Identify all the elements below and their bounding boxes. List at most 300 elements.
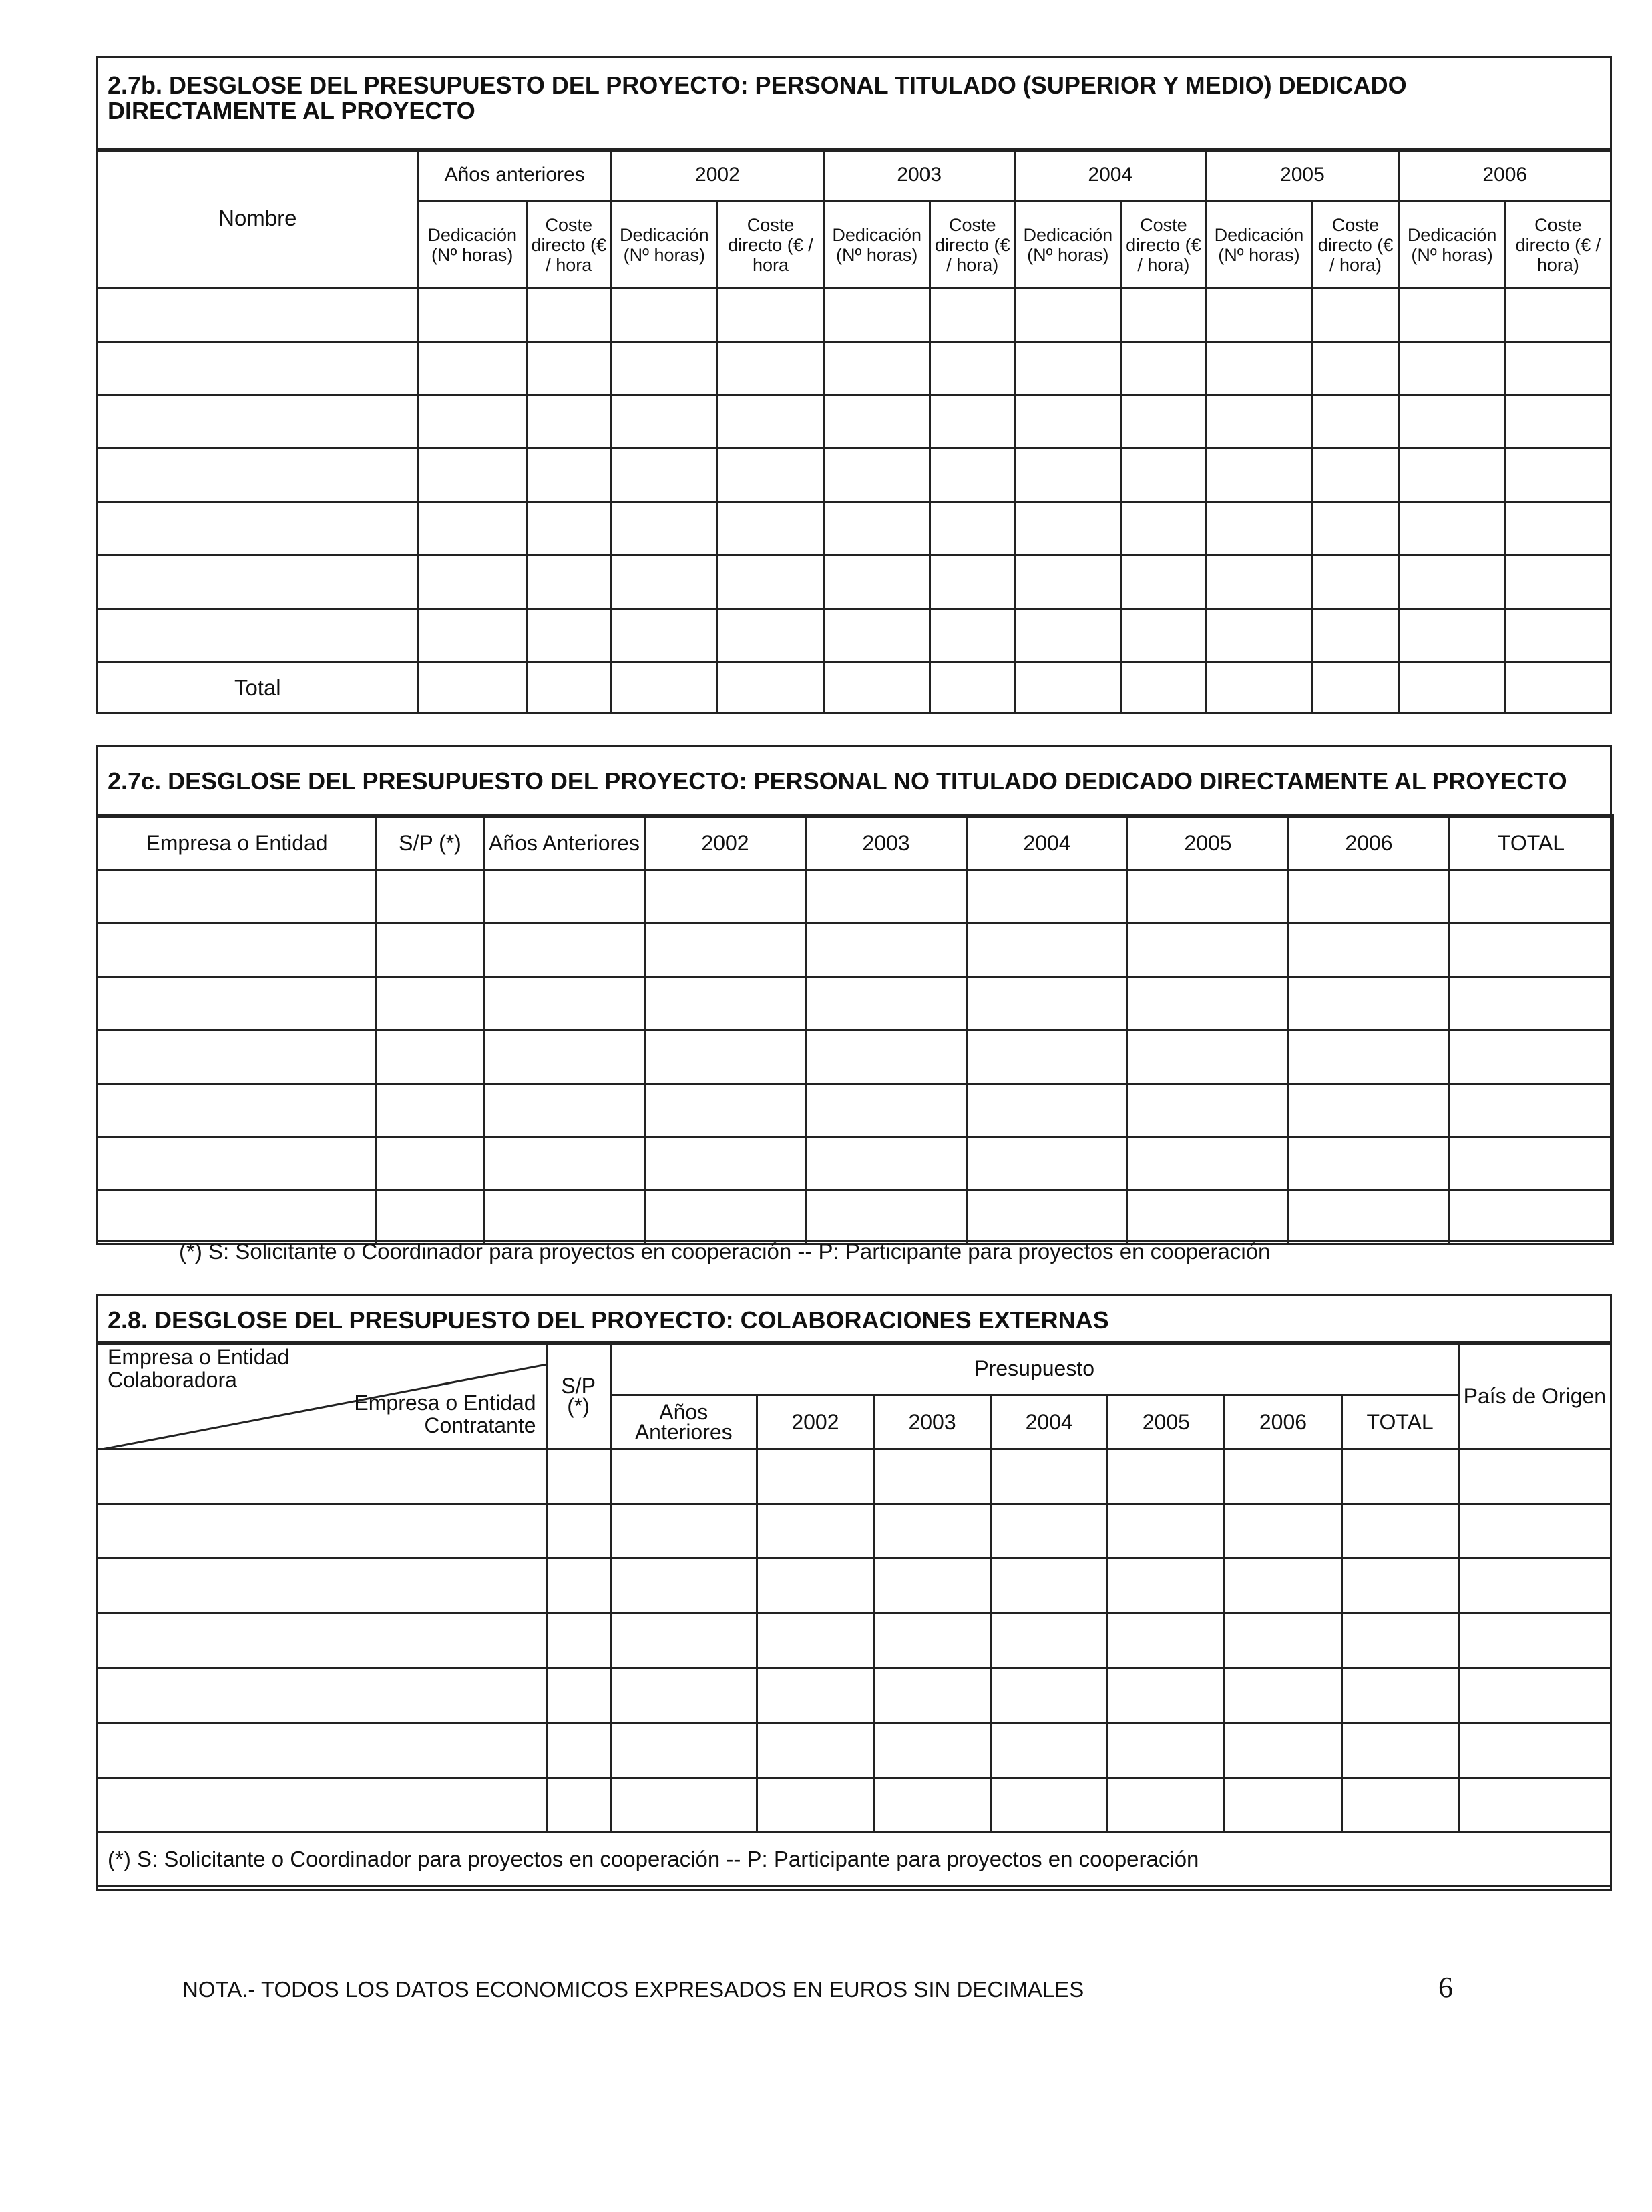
input-cell[interactable]: [484, 1191, 645, 1244]
input-cell[interactable]: [1341, 1668, 1458, 1723]
input-cell[interactable]: [1121, 609, 1206, 663]
input-cell[interactable]: [1108, 1559, 1225, 1614]
input-cell[interactable]: [546, 1778, 610, 1833]
input-cell[interactable]: [1341, 1559, 1458, 1614]
input-cell[interactable]: [967, 1031, 1128, 1084]
input-cell[interactable]: [1399, 502, 1505, 556]
footnote-2-7c: (*) S: Solicitante o Coordinador para proyectos en cooperación -- P: Participante para proyectos en cooperación: [179, 1239, 1271, 1264]
table-2-8: [96, 1341, 1612, 1887]
input-cell[interactable]: [97, 1031, 377, 1084]
footnote-2-8: (*) S: Solicitante o Coordinador para proyectos en cooperación -- P: Participante para proyectos en cooperación: [97, 1833, 1611, 1887]
input-cell[interactable]: [546, 1668, 610, 1723]
input-cell[interactable]: [824, 449, 930, 502]
input-cell[interactable]: [418, 395, 526, 449]
input-cell[interactable]: [1341, 1614, 1458, 1668]
input-cell[interactable]: [967, 870, 1128, 924]
input-cell[interactable]: [1121, 449, 1206, 502]
input-cell[interactable]: [97, 609, 419, 663]
input-cell[interactable]: [1458, 1559, 1611, 1614]
input-cell[interactable]: [717, 556, 823, 609]
table-row: [97, 1031, 1613, 1084]
input-cell[interactable]: [1015, 449, 1121, 502]
input-cell[interactable]: [1505, 556, 1611, 609]
input-cell[interactable]: [1108, 1668, 1225, 1723]
sub-coste: Coste directo (€ / hora): [930, 202, 1015, 289]
input-cell[interactable]: [546, 1559, 610, 1614]
input-cell[interactable]: [97, 1449, 547, 1504]
input-cell[interactable]: [611, 342, 717, 395]
input-cell[interactable]: [1289, 977, 1450, 1031]
input-cell[interactable]: [611, 289, 717, 342]
input-cell[interactable]: [930, 556, 1015, 609]
input-cell[interactable]: [484, 1031, 645, 1084]
title-line-2: DIRECTAMENTE AL PROYECTO: [108, 97, 475, 124]
input-cell[interactable]: [806, 1084, 967, 1137]
input-cell[interactable]: [967, 977, 1128, 1031]
input-cell[interactable]: [1206, 609, 1312, 663]
input-cell[interactable]: [645, 1137, 806, 1191]
input-cell[interactable]: [991, 1449, 1108, 1504]
input-cell[interactable]: [546, 1449, 610, 1504]
input-cell[interactable]: [610, 1668, 757, 1723]
header-year: 2002: [645, 815, 806, 870]
input-cell[interactable]: [1128, 924, 1289, 977]
table-row: [97, 1504, 1611, 1559]
input-cell[interactable]: [1128, 1191, 1289, 1244]
table-row: [97, 1191, 1613, 1244]
input-cell[interactable]: [1015, 395, 1121, 449]
budget-header: 2003: [873, 1395, 990, 1449]
input-cell[interactable]: [418, 663, 526, 713]
input-cell[interactable]: [484, 870, 645, 924]
input-cell[interactable]: [1289, 1084, 1450, 1137]
input-cell[interactable]: [1399, 663, 1505, 713]
input-cell[interactable]: [1399, 342, 1505, 395]
input-cell[interactable]: [645, 924, 806, 977]
input-cell[interactable]: [97, 1137, 377, 1191]
budget-header: 2004: [991, 1395, 1108, 1449]
input-cell[interactable]: [1312, 289, 1399, 342]
input-cell[interactable]: [1206, 502, 1312, 556]
input-cell[interactable]: [1289, 1191, 1450, 1244]
input-cell[interactable]: [1225, 1778, 1341, 1833]
input-cell[interactable]: [1399, 449, 1505, 502]
input-cell[interactable]: [611, 395, 717, 449]
budget-header: 2002: [757, 1395, 873, 1449]
input-cell[interactable]: [757, 1668, 873, 1723]
input-cell[interactable]: [645, 1191, 806, 1244]
input-cell[interactable]: [546, 1614, 610, 1668]
input-cell[interactable]: [97, 924, 377, 977]
input-cell[interactable]: [97, 395, 419, 449]
input-cell[interactable]: [930, 342, 1015, 395]
header-colaboradora: Empresa o Entidad Colaboradora: [108, 1345, 290, 1392]
input-cell[interactable]: [526, 663, 611, 713]
input-cell[interactable]: [97, 1614, 547, 1668]
header-contratante: Empresa o Entidad Contratante: [354, 1391, 536, 1437]
input-cell[interactable]: [1015, 342, 1121, 395]
input-cell[interactable]: [1121, 395, 1206, 449]
header-anios: Años Anteriores: [484, 815, 645, 870]
input-cell[interactable]: [1505, 449, 1611, 502]
input-cell[interactable]: [1458, 1668, 1611, 1723]
input-cell[interactable]: [1399, 609, 1505, 663]
input-cell[interactable]: [717, 663, 823, 713]
input-cell[interactable]: [1450, 870, 1613, 924]
input-cell[interactable]: [1312, 449, 1399, 502]
input-cell[interactable]: [1505, 395, 1611, 449]
budget-header: 2005: [1108, 1395, 1225, 1449]
table-row: [97, 1778, 1611, 1833]
input-cell[interactable]: [930, 395, 1015, 449]
input-cell[interactable]: [967, 1137, 1128, 1191]
period-header: 2006: [1399, 149, 1611, 202]
period-header: 2003: [824, 149, 1015, 202]
input-cell[interactable]: [97, 1778, 547, 1833]
section-2-7b: [96, 56, 1612, 714]
input-cell[interactable]: [1312, 342, 1399, 395]
input-cell[interactable]: [1108, 1614, 1225, 1668]
input-cell[interactable]: [757, 1504, 873, 1559]
input-cell[interactable]: [1015, 289, 1121, 342]
input-cell[interactable]: [645, 1031, 806, 1084]
input-cell[interactable]: [645, 977, 806, 1031]
input-cell[interactable]: [1341, 1449, 1458, 1504]
input-cell[interactable]: [1289, 924, 1450, 977]
input-cell[interactable]: [1458, 1723, 1611, 1778]
input-cell[interactable]: [806, 924, 967, 977]
input-cell[interactable]: [991, 1723, 1108, 1778]
input-cell[interactable]: [824, 342, 930, 395]
sub-coste: Coste directo (€ / hora): [1121, 202, 1206, 289]
input-cell[interactable]: [610, 1504, 757, 1559]
input-cell[interactable]: [484, 977, 645, 1031]
header-sp: S/P (*): [377, 815, 484, 870]
input-cell[interactable]: [757, 1778, 873, 1833]
input-cell[interactable]: [1206, 289, 1312, 342]
input-cell[interactable]: [1128, 1031, 1289, 1084]
input-cell[interactable]: [1399, 289, 1505, 342]
input-cell[interactable]: [1206, 395, 1312, 449]
input-cell[interactable]: [418, 502, 526, 556]
input-cell[interactable]: [97, 502, 419, 556]
input-cell[interactable]: [757, 1449, 873, 1504]
input-cell[interactable]: [546, 1504, 610, 1559]
input-cell[interactable]: [930, 502, 1015, 556]
input-cell[interactable]: [717, 342, 823, 395]
input-cell[interactable]: [991, 1668, 1108, 1723]
input-cell[interactable]: [97, 977, 377, 1031]
input-cell[interactable]: [1399, 556, 1505, 609]
input-cell[interactable]: [377, 1191, 484, 1244]
input-cell[interactable]: [1450, 1031, 1613, 1084]
input-cell[interactable]: [1505, 342, 1611, 395]
table-row: [97, 502, 1611, 556]
col-nombre: Nombre: [97, 149, 419, 289]
table-row: [97, 289, 1611, 342]
input-cell[interactable]: [930, 449, 1015, 502]
input-cell[interactable]: [1458, 1449, 1611, 1504]
input-cell[interactable]: [1225, 1723, 1341, 1778]
input-cell[interactable]: [1128, 870, 1289, 924]
table-row: [97, 1084, 1613, 1137]
input-cell[interactable]: [806, 977, 967, 1031]
input-cell[interactable]: [1128, 977, 1289, 1031]
input-cell[interactable]: [806, 1031, 967, 1084]
input-cell[interactable]: [1108, 1449, 1225, 1504]
input-cell[interactable]: [377, 1137, 484, 1191]
input-cell[interactable]: [1015, 556, 1121, 609]
input-cell[interactable]: [717, 449, 823, 502]
input-cell[interactable]: [717, 395, 823, 449]
input-cell[interactable]: [418, 556, 526, 609]
input-cell[interactable]: [1458, 1614, 1611, 1668]
input-cell[interactable]: [1108, 1723, 1225, 1778]
table-row: [97, 1614, 1611, 1668]
input-cell[interactable]: [806, 1191, 967, 1244]
input-cell[interactable]: [930, 663, 1015, 713]
input-cell[interactable]: [1121, 342, 1206, 395]
input-cell[interactable]: [1289, 870, 1450, 924]
input-cell[interactable]: [484, 1084, 645, 1137]
input-cell[interactable]: [526, 342, 611, 395]
header-year: 2004: [967, 815, 1128, 870]
input-cell[interactable]: [526, 449, 611, 502]
input-cell[interactable]: [526, 556, 611, 609]
input-cell[interactable]: [1121, 556, 1206, 609]
input-cell[interactable]: [1450, 977, 1613, 1031]
input-cell[interactable]: [526, 502, 611, 556]
input-cell[interactable]: [97, 449, 419, 502]
section-2-7c: [96, 745, 1612, 1242]
input-cell[interactable]: [1108, 1504, 1225, 1559]
input-cell[interactable]: [717, 609, 823, 663]
input-cell[interactable]: [610, 1614, 757, 1668]
input-cell[interactable]: [991, 1559, 1108, 1614]
input-cell[interactable]: [610, 1449, 757, 1504]
input-cell[interactable]: [1312, 663, 1399, 713]
input-cell[interactable]: [377, 1031, 484, 1084]
input-cell[interactable]: [1015, 663, 1121, 713]
input-cell[interactable]: [1505, 663, 1611, 713]
input-cell[interactable]: [526, 609, 611, 663]
input-cell[interactable]: [717, 502, 823, 556]
input-cell[interactable]: [1225, 1559, 1341, 1614]
table-row: [97, 342, 1611, 395]
page-number: 6: [1438, 1971, 1453, 2004]
input-cell[interactable]: [610, 1778, 757, 1833]
input-cell[interactable]: [610, 1559, 757, 1614]
input-cell[interactable]: [1312, 502, 1399, 556]
input-cell[interactable]: [97, 342, 419, 395]
input-cell[interactable]: [1289, 1031, 1450, 1084]
input-cell[interactable]: [1312, 395, 1399, 449]
table-2-7b: [96, 148, 1612, 714]
input-cell[interactable]: [97, 1191, 377, 1244]
input-cell[interactable]: [1121, 663, 1206, 713]
table-row: [97, 609, 1611, 663]
table-row: [97, 556, 1611, 609]
sub-dedicacion: Dedicación (Nº horas): [611, 202, 717, 289]
section-2-7c-title: 2.7c. DESGLOSE DEL PRESUPUESTO DEL PROYECTO: PERSONAL NO TITULADO DEDICADO DIRECTAMENTE AL PROYECTO: [98, 747, 1610, 818]
budget-header: TOTAL: [1341, 1395, 1458, 1449]
input-cell[interactable]: [824, 609, 930, 663]
sub-dedicacion: Dedicación (Nº horas): [418, 202, 526, 289]
input-cell[interactable]: [1128, 1084, 1289, 1137]
input-cell[interactable]: [717, 289, 823, 342]
input-cell[interactable]: [418, 609, 526, 663]
total-label: Total: [97, 663, 419, 713]
header-total: TOTAL: [1450, 815, 1613, 870]
input-cell[interactable]: [611, 609, 717, 663]
sub-coste: Coste directo (€ / hora): [1312, 202, 1399, 289]
input-cell[interactable]: [526, 289, 611, 342]
input-cell[interactable]: [645, 1084, 806, 1137]
input-cell[interactable]: [377, 870, 484, 924]
input-cell[interactable]: [967, 924, 1128, 977]
input-cell[interactable]: [1108, 1778, 1225, 1833]
input-cell[interactable]: [1341, 1778, 1458, 1833]
input-cell[interactable]: [484, 924, 645, 977]
sub-coste: Coste directo (€ / hora): [1505, 202, 1611, 289]
input-cell[interactable]: [418, 289, 526, 342]
input-cell[interactable]: [484, 1137, 645, 1191]
input-cell[interactable]: [873, 1668, 990, 1723]
input-cell[interactable]: [873, 1778, 990, 1833]
period-header: 2004: [1015, 149, 1206, 202]
section-2-8: [96, 1294, 1612, 1891]
input-cell[interactable]: [418, 342, 526, 395]
input-cell[interactable]: [1289, 1137, 1450, 1191]
input-cell[interactable]: [1312, 609, 1399, 663]
input-cell[interactable]: [1225, 1504, 1341, 1559]
input-cell[interactable]: [824, 289, 930, 342]
input-cell[interactable]: [1121, 502, 1206, 556]
input-cell[interactable]: [611, 449, 717, 502]
table-row: [97, 1449, 1611, 1504]
input-cell[interactable]: [1458, 1504, 1611, 1559]
sub-dedicacion: Dedicación (Nº horas): [1206, 202, 1312, 289]
input-cell[interactable]: [97, 1668, 547, 1723]
input-cell[interactable]: [873, 1504, 990, 1559]
input-cell[interactable]: [1341, 1723, 1458, 1778]
input-cell[interactable]: [526, 395, 611, 449]
input-cell[interactable]: [611, 556, 717, 609]
input-cell[interactable]: [377, 977, 484, 1031]
input-cell[interactable]: [1206, 342, 1312, 395]
input-cell[interactable]: [967, 1084, 1128, 1137]
input-cell[interactable]: [1450, 1084, 1613, 1137]
input-cell[interactable]: [1121, 289, 1206, 342]
input-cell[interactable]: [757, 1723, 873, 1778]
input-cell[interactable]: [824, 395, 930, 449]
input-cell[interactable]: [991, 1778, 1108, 1833]
input-cell[interactable]: [97, 556, 419, 609]
table-row: [97, 977, 1613, 1031]
input-cell[interactable]: [873, 1449, 990, 1504]
title-line-1: 2.7b. DESGLOSE DEL PRESUPUESTO DEL PROYECTO: PERSONAL TITULADO (SUPERIOR Y MEDIO) DEDICADO: [108, 71, 1407, 99]
input-cell[interactable]: [611, 663, 717, 713]
input-cell[interactable]: [1399, 395, 1505, 449]
input-cell[interactable]: [873, 1559, 990, 1614]
table-row: [97, 449, 1611, 502]
input-cell[interactable]: [824, 663, 930, 713]
period-header: 2002: [611, 149, 823, 202]
input-cell[interactable]: [930, 289, 1015, 342]
input-cell[interactable]: [1450, 924, 1613, 977]
input-cell[interactable]: [930, 609, 1015, 663]
input-cell[interactable]: [873, 1723, 990, 1778]
input-cell[interactable]: [377, 924, 484, 977]
input-cell[interactable]: [1206, 449, 1312, 502]
input-cell[interactable]: [1458, 1778, 1611, 1833]
input-cell[interactable]: [1505, 289, 1611, 342]
input-cell[interactable]: [1450, 1137, 1613, 1191]
input-cell[interactable]: [1206, 556, 1312, 609]
input-cell[interactable]: [610, 1723, 757, 1778]
sub-dedicacion: Dedicación (Nº horas): [1015, 202, 1121, 289]
input-cell[interactable]: [824, 556, 930, 609]
footer-nota: NOTA.- TODOS LOS DATOS ECONOMICOS EXPRESADOS EN EUROS SIN DECIMALES: [182, 1977, 1084, 2002]
input-cell[interactable]: [1206, 663, 1312, 713]
input-cell[interactable]: [757, 1559, 873, 1614]
input-cell[interactable]: [967, 1191, 1128, 1244]
input-cell[interactable]: [1450, 1191, 1613, 1244]
input-cell[interactable]: [824, 502, 930, 556]
input-cell[interactable]: [97, 870, 377, 924]
input-cell[interactable]: [1505, 502, 1611, 556]
input-cell[interactable]: [611, 502, 717, 556]
input-cell[interactable]: [546, 1723, 610, 1778]
input-cell[interactable]: [806, 870, 967, 924]
table-row: [97, 1723, 1611, 1778]
input-cell[interactable]: [97, 1084, 377, 1137]
table-row: [97, 395, 1611, 449]
input-cell[interactable]: [991, 1614, 1108, 1668]
input-cell[interactable]: [1341, 1504, 1458, 1559]
input-cell[interactable]: [97, 1504, 547, 1559]
input-cell[interactable]: [645, 870, 806, 924]
header-sp: S/P (*): [546, 1342, 610, 1449]
input-cell[interactable]: [1225, 1449, 1341, 1504]
header-presupuesto: Presupuesto: [610, 1342, 1458, 1395]
table-row: [97, 1559, 1611, 1614]
input-cell[interactable]: [1505, 609, 1611, 663]
input-cell[interactable]: [97, 289, 419, 342]
input-cell[interactable]: [97, 1723, 547, 1778]
period-header: Años anteriores: [418, 149, 611, 202]
input-cell[interactable]: [97, 1559, 547, 1614]
section-2-7b-title: [98, 58, 1610, 152]
table-row: [97, 1137, 1613, 1191]
input-cell[interactable]: [1015, 609, 1121, 663]
header-pais: País de Origen: [1458, 1342, 1611, 1449]
input-cell[interactable]: [1128, 1137, 1289, 1191]
input-cell[interactable]: [991, 1504, 1108, 1559]
input-cell[interactable]: [1015, 502, 1121, 556]
sub-dedicacion: Dedicación (Nº horas): [1399, 202, 1505, 289]
input-cell[interactable]: [873, 1614, 990, 1668]
sub-dedicacion: Dedicación (Nº horas): [824, 202, 930, 289]
input-cell[interactable]: [757, 1614, 873, 1668]
input-cell[interactable]: [806, 1137, 967, 1191]
sub-coste: Coste directo (€ / hora: [526, 202, 611, 289]
input-cell[interactable]: [377, 1084, 484, 1137]
input-cell[interactable]: [1225, 1668, 1341, 1723]
input-cell[interactable]: [1225, 1614, 1341, 1668]
input-cell[interactable]: [418, 449, 526, 502]
input-cell[interactable]: [1312, 556, 1399, 609]
